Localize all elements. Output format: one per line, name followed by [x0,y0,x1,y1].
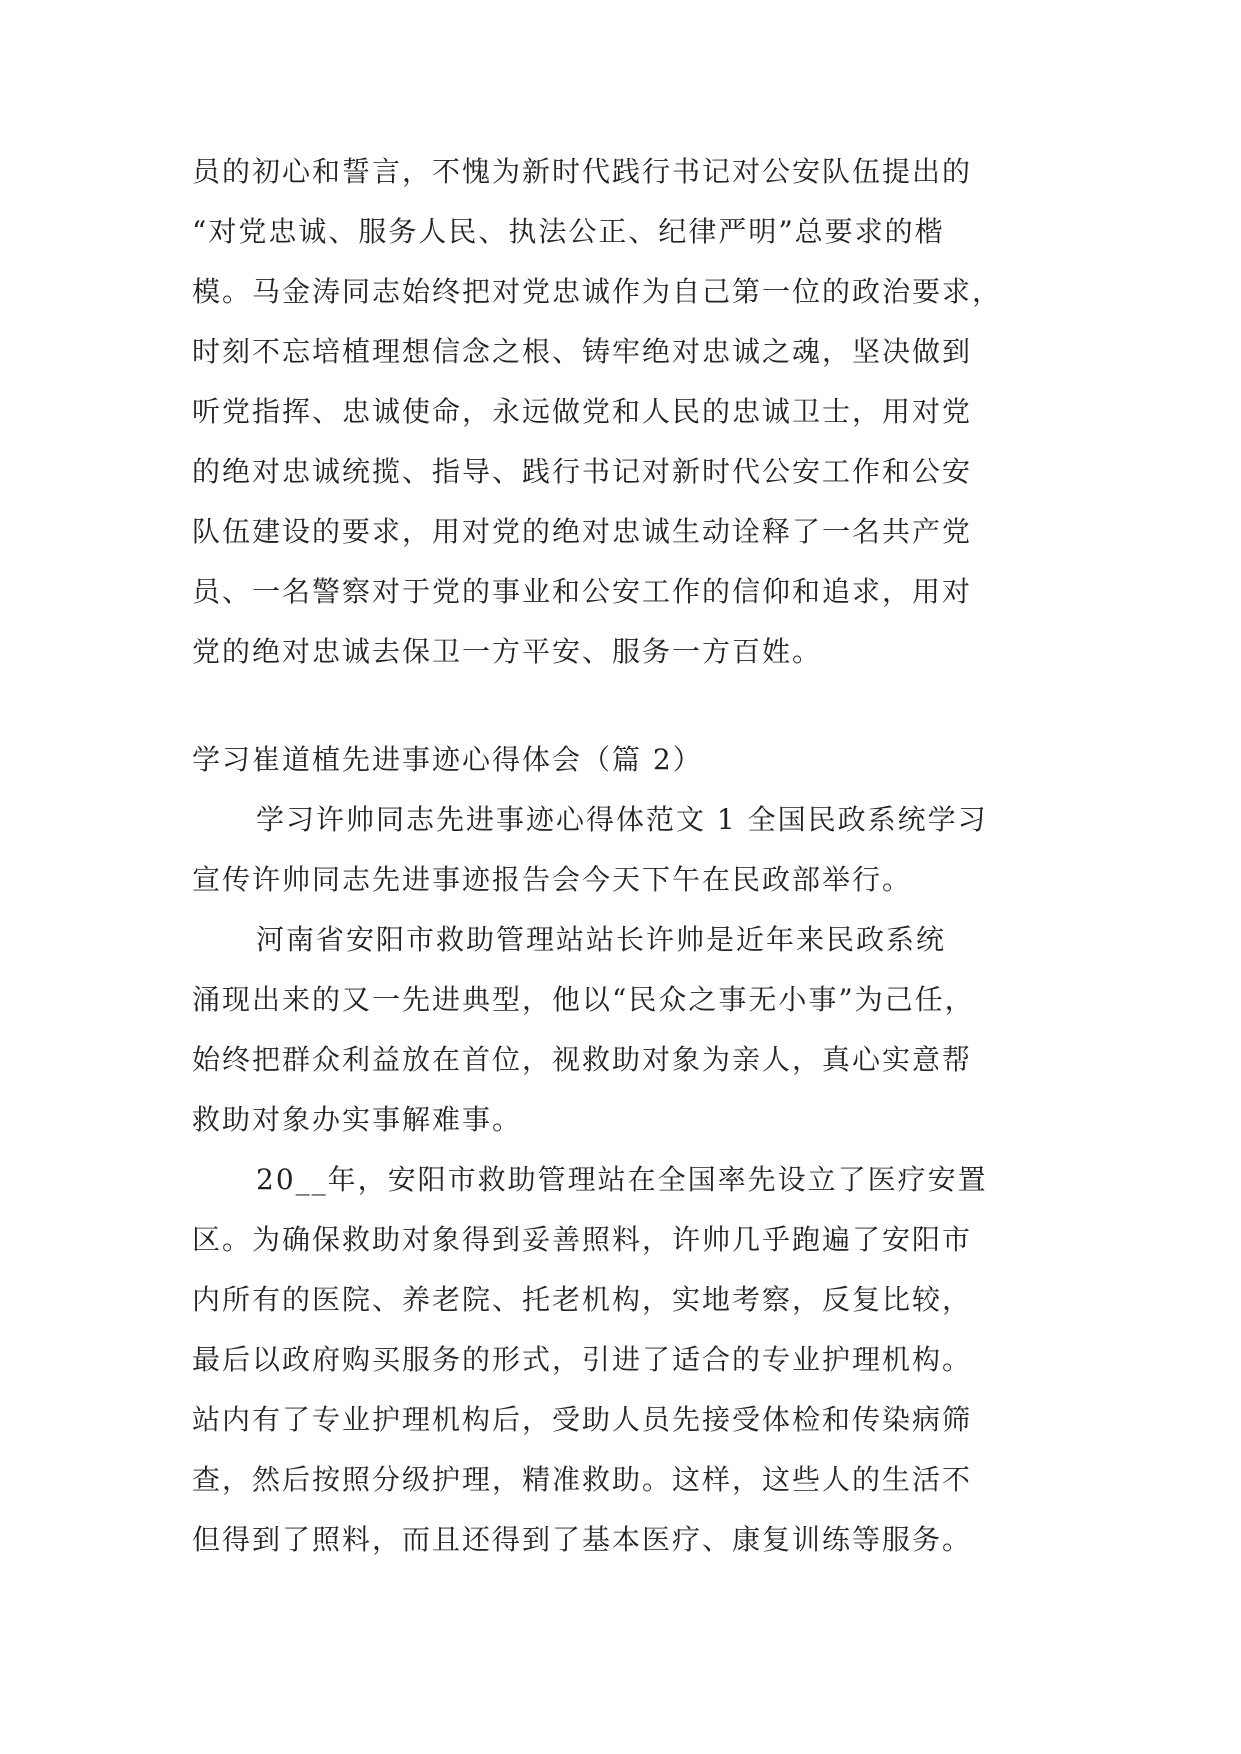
paragraph-3-line-4: 救助对象办实事解难事。 [192,1103,523,1136]
paragraph-4-line-4: 最后以政府购买服务的形式，引进了适合的专业护理机构。 [192,1343,973,1376]
paragraph-4-line-1: 20__年，安阳市救助管理站在全国率先设立了医疗安置 [256,1163,988,1196]
paragraph-1-line-3: 模。马金涛同志始终把对党忠诚作为自己第一位的政治要求， [192,275,1003,308]
paragraph-1-line-6: 的绝对忠诚统揽、指导、践行书记对新时代公安工作和公安 [192,455,973,488]
paragraph-4-line-3: 内所有的医院、养老院、托老机构，实地考察，反复比较， [192,1283,973,1316]
paragraph-4-line-6: 查，然后按照分级护理，精准救助。这样，这些人的生活不 [192,1463,973,1496]
paragraph-1-line-8: 员、一名警察对于党的事业和公安工作的信仰和追求，用对 [192,575,973,608]
paragraph-2-line-1: 学习许帅同志先进事迹心得体范文 1 全国民政系统学习 [256,803,988,836]
section-heading: 学习崔道植先进事迹心得体会（篇 2） [192,743,703,776]
paragraph-2-line-2: 宣传许帅同志先进事迹报告会今天下午在民政部举行。 [192,863,913,896]
paragraph-4-line-5: 站内有了专业护理机构后，受助人员先接受体检和传染病筛 [192,1403,973,1436]
paragraph-4-line-7: 但得到了照料，而且还得到了基本医疗、康复训练等服务。 [192,1523,973,1556]
paragraph-1-line-1: 员的初心和誓言，不愧为新时代践行书记对公安队伍提出的 [192,155,973,188]
paragraph-1-line-2: “对党忠诚、服务人民、执法公正、纪律严明”总要求的楷 [192,215,945,248]
paragraph-3-line-2: 涌现出来的又一先进典型，他以“民众之事无小事”为己任， [192,983,975,1016]
paragraph-3-line-3: 始终把群众利益放在首位，视救助对象为亲人，真心实意帮 [192,1043,973,1076]
paragraph-1-line-5: 听党指挥、忠诚使命，永远做党和人民的忠诚卫士，用对党 [192,395,973,428]
paragraph-1-line-7: 队伍建设的要求，用对党的绝对忠诚生动诠释了一名共产党 [192,515,973,548]
paragraph-3-line-1: 河南省安阳市救助管理站站长许帅是近年来民政系统 [256,923,947,956]
paragraph-4-line-2: 区。为确保救助对象得到妥善照料，许帅几乎跑遍了安阳市 [192,1223,973,1256]
paragraph-1-line-4: 时刻不忘培植理想信念之根、铸牢绝对忠诚之魂，坚决做到 [192,335,973,368]
paragraph-1-line-9: 党的绝对忠诚去保卫一方平安、服务一方百姓。 [192,635,823,668]
